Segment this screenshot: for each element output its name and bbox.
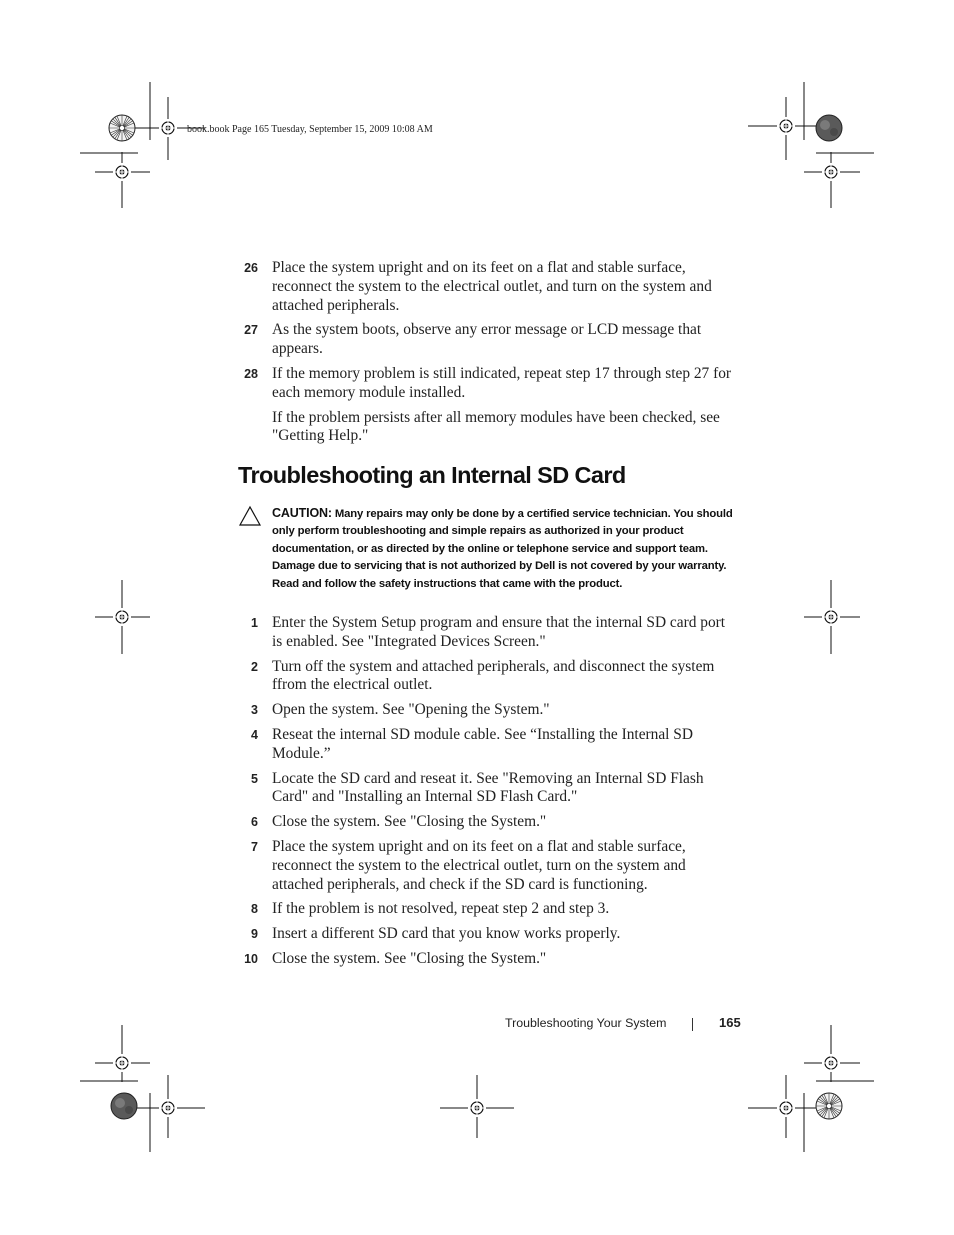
list-item <box>238 614 738 652</box>
list-item <box>238 950 738 969</box>
list-item <box>238 770 738 808</box>
caution-text: Many repairs may only be done by a certified service technician. You should only perform troubleshooting and simple repairs as authorized in your product documentation, or as directed by the online or telephone service and support team. Damage due to servicing that is not authorized by Dell is not covered by your warranty. Read and follow the safety instructions that came with the product. <box>272 508 733 590</box>
footer-chapter-title: Troubleshooting Your System <box>505 1016 667 1030</box>
list-item <box>238 813 738 832</box>
step-text: Open the system. See "Opening the System." <box>272 701 550 719</box>
step-number: 26 <box>244 261 258 275</box>
step-number: 27 <box>244 323 258 338</box>
step-note: If the problem persists after all memory modules have been checked, see "Getting Help." <box>272 408 720 445</box>
step-text: Close the system. See "Closing the System." <box>272 949 547 967</box>
step-number: 7 <box>251 839 258 854</box>
continued-steps <box>238 259 738 446</box>
step-number: 9 <box>251 927 258 942</box>
step-text: Locate the SD card and reseat it. See "Removing an Internal SD Flash Card" and "Installing an Internal SD Flash Card." <box>272 769 704 806</box>
section-heading: Troubleshooting an Internal SD Card <box>238 462 626 488</box>
step-number: 28 <box>244 366 258 381</box>
list-item <box>238 701 738 720</box>
step-text: Place the system upright and on its feet on a flat and stable surface, reconnect the system to the electrical outlet, turn on the system and attached peripherals, and check if the SD card is functioning. <box>272 837 686 893</box>
list-item <box>238 726 738 764</box>
list-item <box>238 900 738 919</box>
list-item <box>238 321 738 359</box>
caution-triangle-icon <box>238 505 262 527</box>
step-text: As the system boots, observe any error message or LCD message that appears. <box>272 321 702 358</box>
footer-divider <box>692 1018 693 1031</box>
list-item <box>238 259 738 315</box>
step-text: Place the system upright and on its feet on a flat and stable surface, reconnect the system to the electrical outlet, and turn on the system and attached peripherals. <box>272 259 712 314</box>
print-header-info: book.book Page 165 Tuesday, September 15, 2009 10:08 AM <box>187 124 433 135</box>
step-number: 4 <box>251 727 258 742</box>
list-item <box>238 365 738 403</box>
step-number: 2 <box>251 659 258 674</box>
list-item <box>238 658 738 696</box>
sd-card-steps <box>238 614 738 969</box>
caution-notice <box>238 505 738 593</box>
step-text: Enter the System Setup program and ensure that the internal SD card port is enabled. See "Integrated Devices Screen." <box>272 614 726 650</box>
step-number: 8 <box>251 902 258 917</box>
step-number: 1 <box>251 616 258 630</box>
page-number: 165 <box>719 1015 741 1030</box>
step-number: 3 <box>251 703 258 718</box>
starburst-registration-mark <box>109 115 135 141</box>
step-number: 5 <box>251 771 258 786</box>
step-number: 6 <box>251 815 258 830</box>
step-text: Turn off the system and attached peripherals, and disconnect the system ffrom the electrical outlet. <box>272 657 715 694</box>
step-number: 10 <box>244 951 258 966</box>
list-item <box>238 925 738 944</box>
list-item <box>238 838 738 894</box>
step-text: If the memory problem is still indicated, repeat step 17 through step 27 for each memory module installed. <box>272 364 732 401</box>
step-text: Close the system. See "Closing the System." <box>272 813 547 831</box>
step-text: Reseat the internal SD module cable. See “Installing the Internal SD Module.” <box>272 725 693 762</box>
caution-label: CAUTION: <box>272 506 332 520</box>
step-text: Insert a different SD card that you know works properly. <box>272 925 621 943</box>
step-text: If the problem is not resolved, repeat step 2 and step 3. <box>272 900 610 918</box>
